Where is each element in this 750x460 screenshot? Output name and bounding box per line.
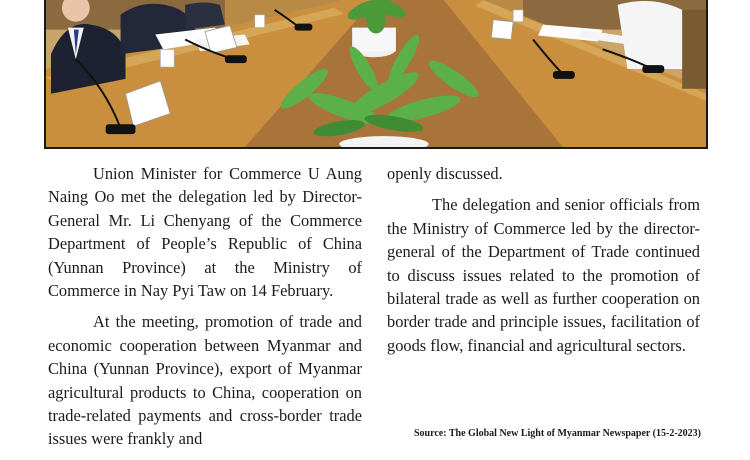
article-paragraph: The delegation and senior officials from the Ministry of Commerce led by the director-general of the Department of Trade continued to discuss issues related to the promotion of bilateral trade as well as further cooperation on border trade and principle issues, facilitation of goods flow, financial and agricultural sectors. [387,195,700,355]
article-column-right [387,162,700,365]
meeting-photo [44,0,708,149]
article-paragraph-continuation: openly discussed. [387,164,503,183]
article-column-left [48,162,362,459]
article-paragraph: Union Minister for Commerce U Aung Naing Oo met the delegation led by Director-General Mr. Li Chenyang of the Commerce Department of People’s Republic of China (Yunnan Province) at the Ministry of Commerce in Nay Pyi Taw on 14 February. [48,164,362,301]
article-paragraph: At the meeting, promotion of trade and economic cooperation between Myanmar and China (Yunnan Province), export of Myanmar agricultural products to China, cooperation on trade-related payments and cross-border trade issues were frankly and [48,312,362,449]
source-credit: Source: The Global New Light of Myanmar Newspaper (15-2-2023) [413,428,701,439]
meeting-photo-illustration [46,0,706,147]
